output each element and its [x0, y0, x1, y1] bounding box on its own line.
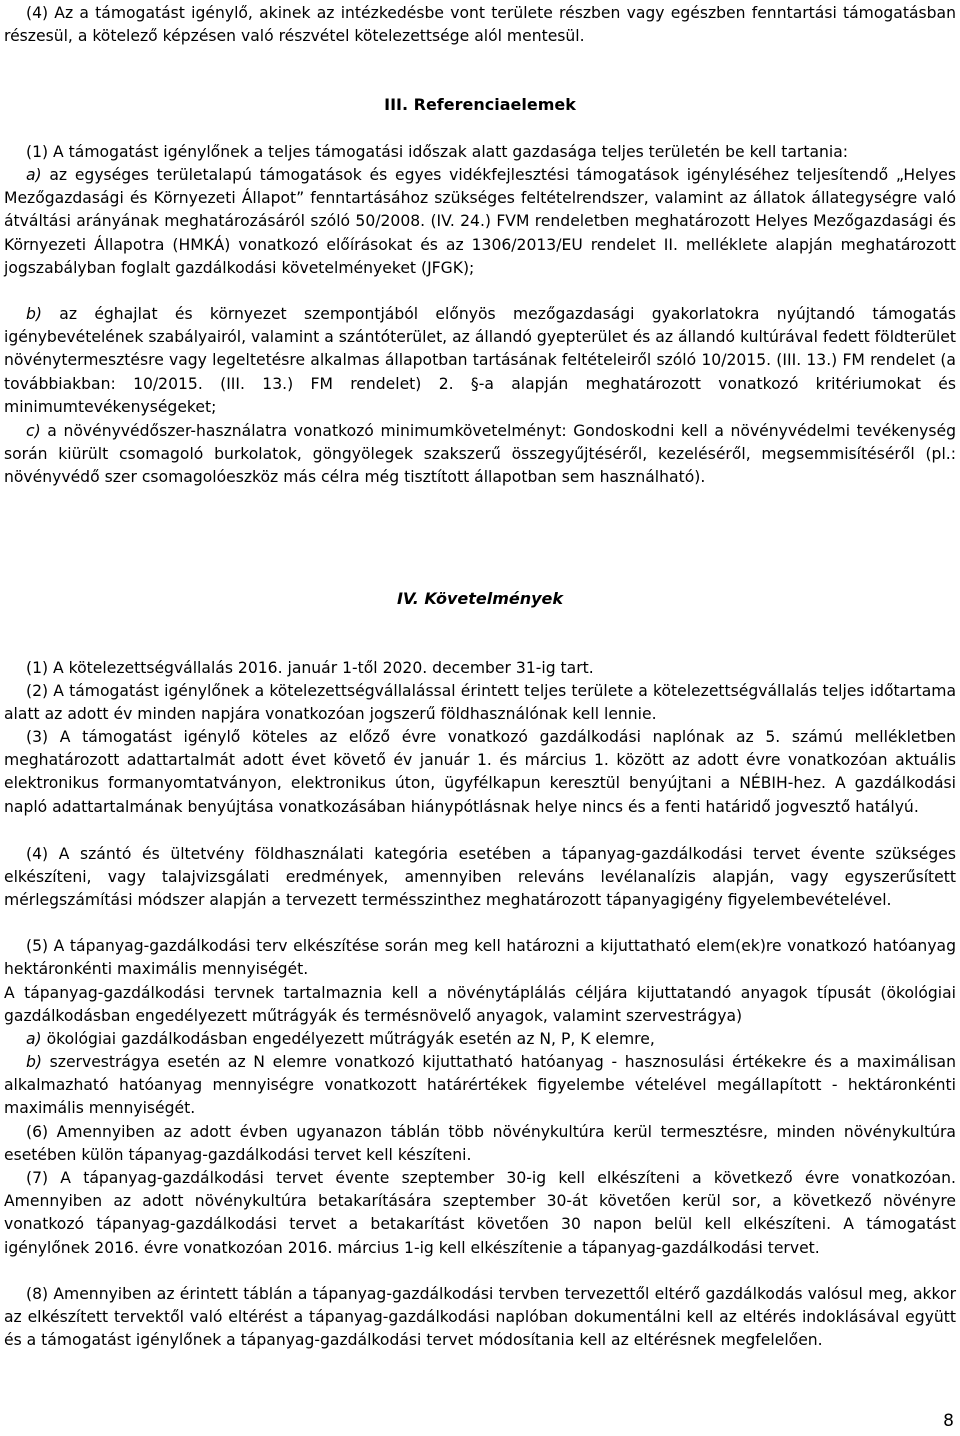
paragraph-4-1: (1) A kötelezettségvállalás 2016. január 1-től 2020. december 31-ig tart. — [26, 659, 594, 677]
item-label-c: c) — [26, 422, 41, 440]
paragraph-4-5: (5) A tápanyag-gazdálkodási terv elkészítése során meg kell határozni a kijuttatható elem(ek)re vonatkozó hatóanyag hektáronkénti maximális mennyiségét. — [4, 937, 956, 979]
section-heading-kovetelmenyek: IV. Követelmények — [396, 589, 564, 608]
paragraph-4-7: (7) A tápanyag-gazdálkodási tervet évente szeptember 30-ig kell elkészíteni a következő évre vonatkozóan. Amennyiben az adott növénykultúra betakarítására szeptember 30-át követően kerül sor, a következő növényre vonatkozó tápanyag-gazdálkodási tervet a betakarítást követően 30 napon belül kell elkészíteni. A támogatást igénylőnek 2016. évre vonatkozóan 2016. március 1-ig kell elkészítenie a tápanyag-gazdálkodási tervet. — [4, 1169, 956, 1257]
paragraph-4-exemption: (4) Az a támogatást igénylő, akinek az intézkedésbe vont területe részben vagy egészben fenntartási támogatásban részesül, a kötelező képzésen való részvétel kötelezettsége alól mentesül. — [4, 4, 956, 46]
item-text-c: a növényvédőszer-használatra vonatkozó minimumkövetelményt: Gondoskodni kell a növényvédelmi tevékenység során kiürült csomagoló burkolatok, göngyölegek szakszerű összegyűjtéséről, kezeléséről, megsemmisítéséről (pl.: növényvédő szer csomagolóeszköz más célra még tisztított állapotban sem használható). — [4, 422, 956, 487]
page-number: 8 — [943, 1411, 954, 1431]
paragraph-4-6: (6) Amennyiben az adott évben ugyanazon táblán több növénykultúra kerül termesztésre, minden növénykultúra esetében külön tápanyag-gazdálkodási tervet kell készíteni. — [4, 1123, 956, 1165]
paragraph-3-1: (1) A támogatást igénylőnek a teljes támogatási időszak alatt gazdasága teljes területén be kell tartania: — [26, 143, 849, 161]
item-text-a: az egységes területalapú támogatások és egyes vidékfejlesztési támogatások igényléséhez teljesítendő „Helyes Mezőgazdasági és Környezeti Állapot” fenntartásához szükséges feltételrendszer, valamint az állatok állategységre való átváltási arányának meghatározásáról szóló 50/2008. (IV. 24.) FVM rendeletben meghatározott Helyes Mezőgazdasági és Környezeti Állapotra (HMKÁ) vonatkozó előírásokat és az 1306/2013/EU rendelet II. melléklete alapján meghatározott jogszabályban foglalt gazdálkodási követelményeket (JFGK); — [4, 166, 956, 277]
item-label-a: a) — [26, 1030, 42, 1048]
item-text-a: ökológiai gazdálkodásban engedélyezett műtrágyák esetén az N, P, K elemre, — [41, 1030, 655, 1048]
item-label-b: b) — [26, 1053, 42, 1071]
paragraph-4-8: (8) Amennyiben az érintett táblán a tápanyag-gazdálkodási tervben tervezettől eltérő gazdálkodás valósul meg, akkor az elkészített tervektől való eltérést a tápanyag-gazdálkodási naplóban dokumentálni kell az eltérés indoklásával együtt és a támogatást igénylőnek a tápanyag-gazdálkodási tervet módosítania kell az eltérésnek megfelelően. — [4, 1285, 956, 1350]
item-text-b: szervestrágya esetén az N elemre vonatkozó kijuttatható hatóanyag - hasznosulási értékekre és a maximálisan alkalmazható hatóanyag mennyiségre vonatkozott határértékek figyelembe vételével megállapított - hektáronkénti maximális mennyiségét. — [4, 1053, 956, 1118]
item-label-b: b) — [26, 305, 42, 323]
paragraph-4-2: (2) A támogatást igénylőnek a kötelezettségvállalással érintett teljes területe a kötelezettségvállalás teljes időtartama alatt az adott év minden napjára vonatkozóan jogszerű földhasználónak kell lennie. — [4, 682, 956, 724]
paragraph-4-5-a — [4, 1028, 956, 1051]
item-text-b: az éghajlat és környezet szempontjából előnyös mezőgazdasági gyakorlatokra nyújtandó támogatás igénybevételének szabályairól, valamint a szántóterület, az állandó gyepterület és az állandó kultúrával fedett földterület növénytermesztésre vagy legeltetésre alkalmas állapotban tartásának feltételeiről szóló 10/2015. (III. 13.) FM rendelet (a továbbiakban: 10/2015. (III. 13.) FM rendelet) 2. §-a alapján meghatározott vonatkozó kritériumokat és minimumtevékenységeket; — [4, 305, 956, 416]
paragraph-4-3: (3) A támogatást igénylő köteles az előző évre vonatkozó gazdálkodási naplónak az 5. számú mellékletben meghatározott adattartalmát adott évet követő év január 1. és március 1. között az adott évre vonatkozóan aktuális elektronikus formanyomtatványon, elektronikus úton, ügyfélkapun keresztül benyújtani a NÉBIH-hez. A gazdálkodási napló adattartalmának benyújtása vonatkozásában hiánypótlásnak helye nincs és a fenti határidő jogvesztő hatályú. — [4, 728, 956, 816]
item-label-a: a) — [26, 166, 42, 184]
paragraph-3-1-c — [4, 420, 956, 490]
paragraph-4-5b: A tápanyag-gazdálkodási tervnek tartalmaznia kell a növénytáplálás céljára kijuttatandó anyagok típusát (ökológiai gazdálkodásban engedélyezett műtrágyák és termésnövelő anyagok, valamint szervestrágya) — [4, 984, 956, 1026]
paragraph-3-1-b — [4, 303, 956, 419]
section-heading-referenciaelemek: III. Referenciaelemek — [384, 95, 576, 114]
paragraph-4-5-b — [4, 1051, 956, 1121]
paragraph-3-1-a — [4, 164, 956, 280]
paragraph-4-4: (4) A szántó és ültetvény földhasználati kategória esetében a tápanyag-gazdálkodási tervet évente szükséges elkészíteni, vagy talajvizsgálati eredmények, amennyiben releváns levélanalízis alapján, vagy egyszerűsített mérlegszámítási módszer alapján a tervezett termésszinthez meghatározott tápanyagigény figyelembevételével. — [4, 845, 956, 910]
